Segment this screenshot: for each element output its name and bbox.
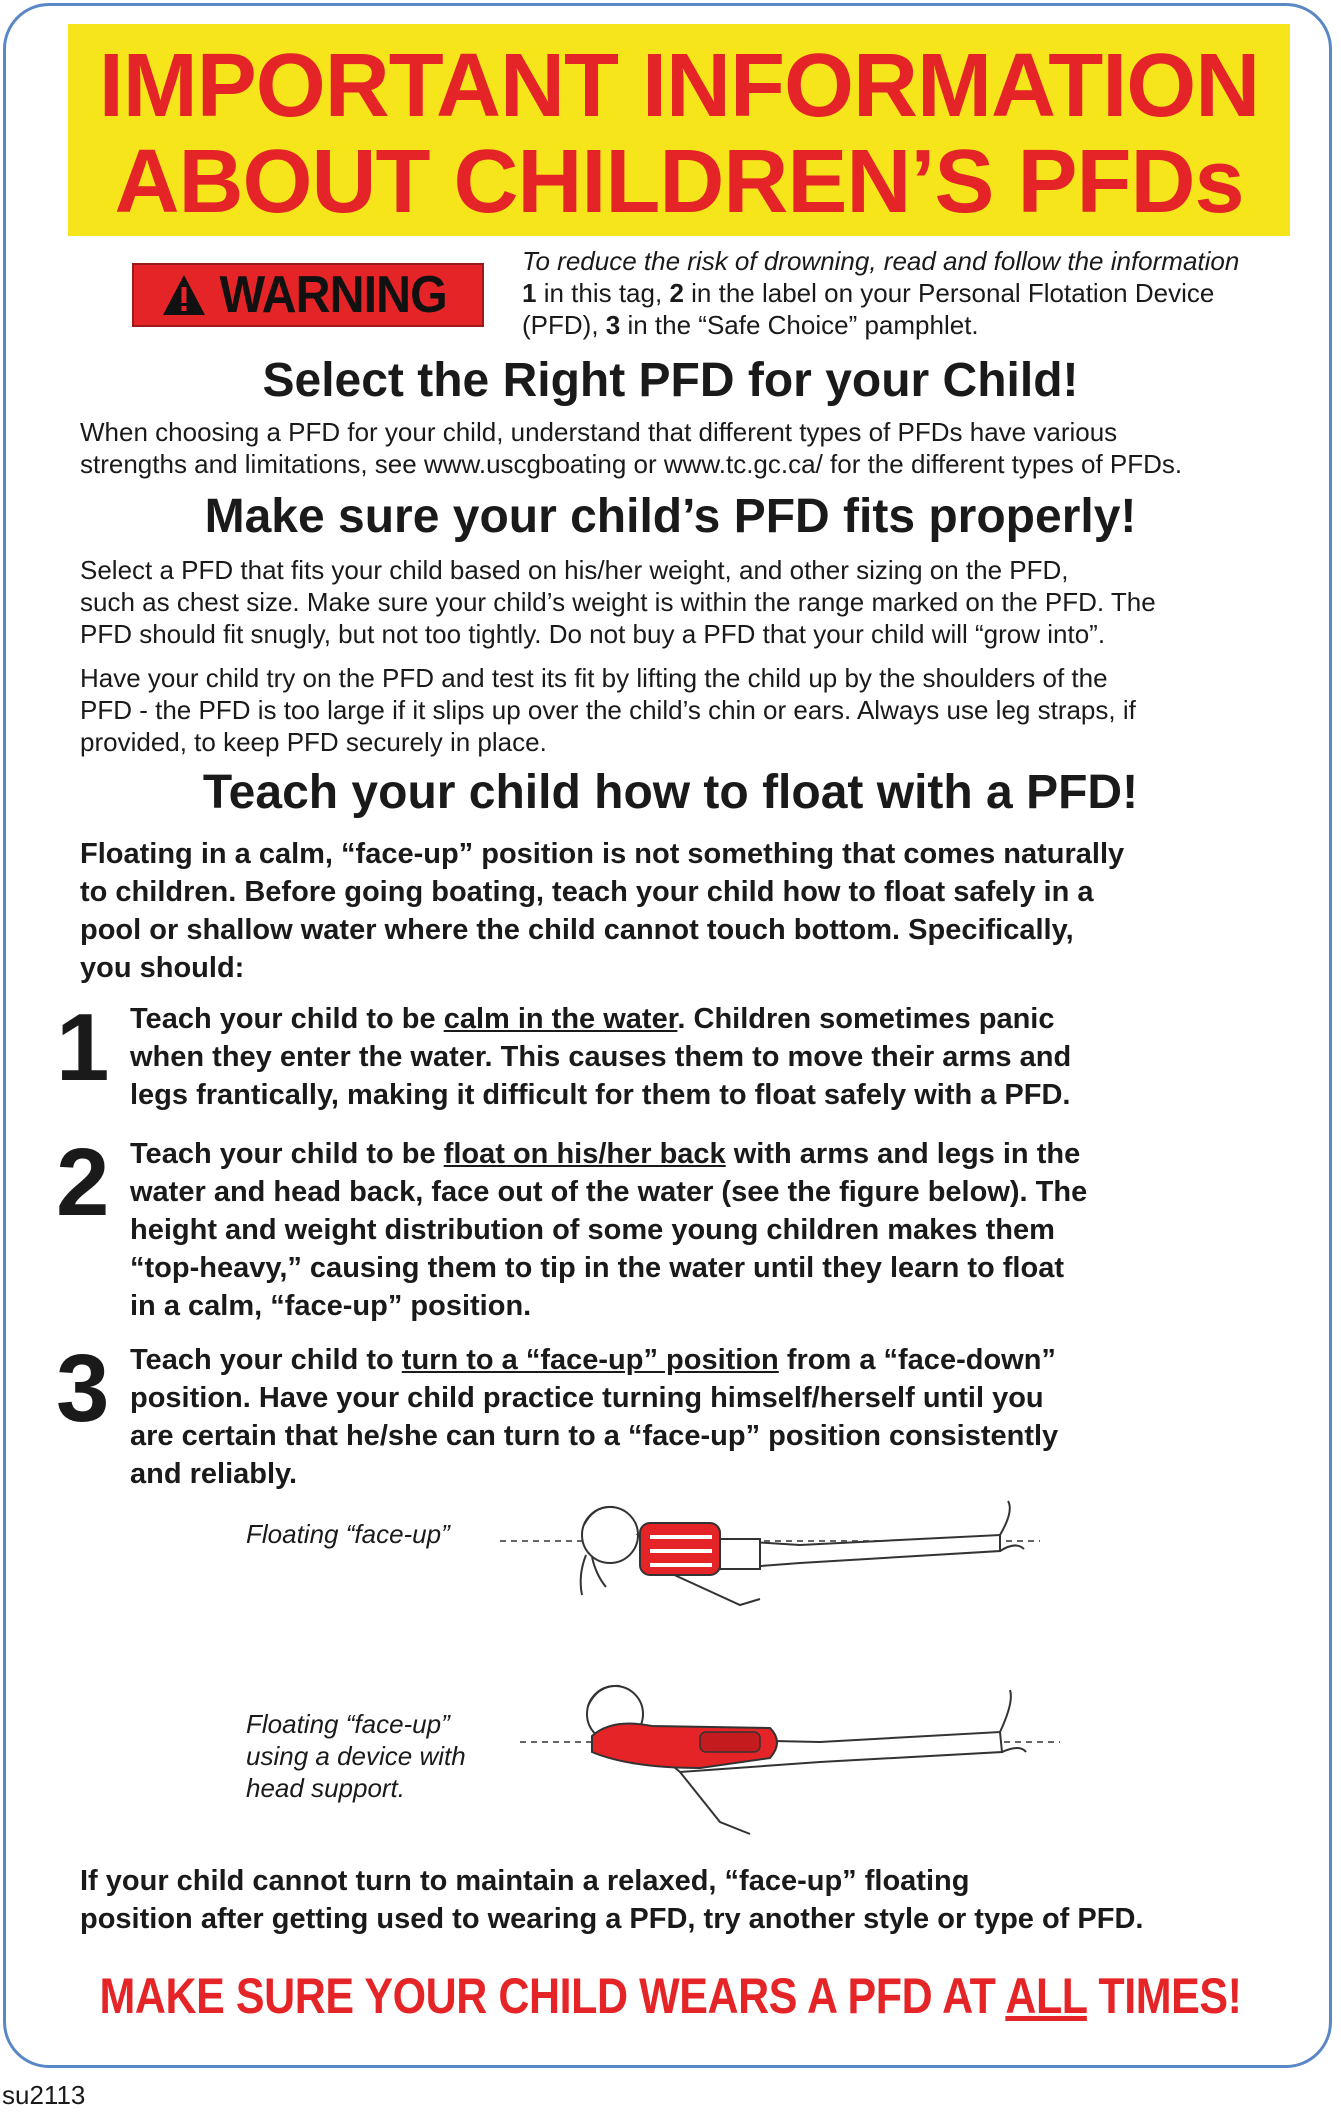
teach-line-1: Floating in a calm, “face-up” position is not something that comes naturally — [80, 838, 1125, 870]
warning-badge — [132, 263, 484, 327]
step-3-line-4: and reliably. — [130, 1458, 298, 1490]
select-line-2: strengths and limitations, see www.uscgboating or www.tc.gc.ca/ for the different types of PFDs. — [80, 449, 1183, 479]
warning-label: WARNING — [219, 266, 447, 324]
teach-paragraph — [80, 835, 1280, 987]
step-number-3: 3 — [56, 1335, 110, 1442]
fit-p1-line-2: such as chest size. Make sure your child’s weight is within the range marked on the PFD. The — [80, 587, 1156, 617]
intro-line-2 — [522, 277, 1292, 309]
product-code: su2113 — [2, 2080, 86, 2110]
fit-p1-line-3: PFD should fit snugly, but not too tightly. Do not buy a PFD that your child will “grow into”. — [80, 619, 1106, 649]
step-3-text — [130, 1341, 1260, 1493]
step-1-emphasis: calm in the water — [443, 1003, 678, 1035]
heading-select: Select the Right PFD for your Child! — [262, 354, 1079, 407]
teach-line-3: pool or shallow water where the child cannot touch bottom. Specifically, — [80, 914, 1074, 946]
step-1-line-1 — [130, 1000, 1260, 1038]
fit-p1-line-1: Select a PFD that fits your child based on his/her weight, and other sizing on the PFD, — [80, 555, 1069, 585]
intro-line-3b: in the “Safe Choice” pamphlet. — [620, 310, 979, 340]
step-number-1: 1 — [56, 994, 110, 1101]
step-3-line-2: position. Have your child practice turning himself/herself until you — [130, 1382, 1044, 1414]
intro-line-3a: (PFD), — [522, 310, 606, 340]
intro-line-3 — [522, 309, 1292, 341]
final-emphasis: ALL — [1005, 1968, 1087, 2024]
closing-line-1: If your child cannot turn to maintain a relaxed, “face-up” floating — [80, 1865, 970, 1897]
step-1-text — [130, 1000, 1260, 1114]
step-3-emphasis: turn to a “face-up” position — [401, 1344, 779, 1376]
fit-paragraph-1 — [80, 554, 1260, 650]
step-3-line-1 — [130, 1341, 1260, 1379]
figure-floating-head-support — [520, 1672, 1060, 1847]
closing-line-2: position after getting used to wearing a PFD, try another style or type of PFD. — [80, 1903, 1144, 1935]
step-3-line-3: are certain that he/she can turn to a “face-up” position consistently — [130, 1420, 1059, 1452]
ref-1: 1 — [522, 278, 537, 308]
final-post: TIMES! — [1086, 1968, 1242, 2024]
step-2-line-4: “top-heavy,” causing them to tip in the water until they learn to float — [130, 1252, 1064, 1284]
teach-line-2: to children. Before going boating, teach your child how to float safely in a — [80, 876, 1094, 908]
figure-2-caption — [246, 1708, 466, 1804]
step-1-line-2: when they enter the water. This causes them to move their arms and — [130, 1041, 1072, 1073]
step-2-line-5: in a calm, “face-up” position. — [130, 1290, 532, 1322]
step-2-pre: Teach your child to be — [130, 1138, 444, 1170]
step-2-post: with arms and legs in the — [725, 1138, 1081, 1170]
figure-2-caption-line-1: Floating “face-up” — [246, 1709, 450, 1739]
title-line-2: ABOUT CHILDREN’S PFDs — [114, 132, 1244, 232]
final-pre: MAKE SURE YOUR CHILD WEARS A PFD AT — [99, 1968, 1006, 2024]
intro-line-2b: in the label on your Personal Flotation Device — [683, 278, 1215, 308]
step-2-emphasis: float on his/her back — [443, 1138, 726, 1170]
step-3-pre: Teach your child to — [130, 1344, 402, 1376]
step-2-text — [130, 1135, 1260, 1325]
intro-line-2a: in this tag, — [536, 278, 670, 308]
fit-p2-line-1: Have your child try on the PFD and test its fit by lifting the child up by the shoulders of the — [80, 663, 1108, 693]
title-banner — [68, 24, 1290, 236]
title-line-1: IMPORTANT INFORMATION — [98, 36, 1260, 136]
fit-p2-line-3: provided, to keep PFD securely in place. — [80, 727, 547, 757]
figure-floating-face-up — [500, 1495, 1040, 1640]
final-warning — [94, 1968, 1247, 2024]
step-number-2: 2 — [56, 1129, 110, 1236]
select-paragraph — [80, 416, 1260, 480]
figure-1-caption: Floating “face-up” — [246, 1519, 450, 1549]
select-line-1: When choosing a PFD for your child, understand that different types of PFDs have various — [80, 417, 1118, 447]
step-1-post: . Children sometimes panic — [677, 1003, 1055, 1035]
warning-triangle-icon — [161, 273, 207, 317]
heading-fit: Make sure your child’s PFD fits properly! — [204, 490, 1137, 543]
figure-2-caption-line-3: head support. — [246, 1773, 406, 1803]
warning-intro — [522, 245, 1292, 341]
teach-line-4: you should: — [80, 952, 245, 984]
ref-3: 3 — [605, 310, 621, 340]
step-2-line-2: water and head back, face out of the water (see the figure below). The — [130, 1176, 1088, 1208]
step-1-line-3: legs frantically, making it difficult for them to float safely with a PFD. — [130, 1079, 1071, 1111]
fit-paragraph-2 — [80, 662, 1260, 758]
fit-p2-line-2: PFD - the PFD is too large if it slips up over the child’s chin or ears. Always use leg straps, if — [80, 695, 1136, 725]
ref-2: 2 — [669, 278, 684, 308]
intro-line-1: To reduce the risk of drowning, read and follow the information — [522, 246, 1240, 276]
heading-teach: Teach your child how to float with a PFD! — [202, 766, 1139, 819]
step-2-line-3: height and weight distribution of some young children makes them — [130, 1214, 1055, 1246]
closing-paragraph — [80, 1862, 1280, 1938]
figure-2-caption-line-2: using a device with — [246, 1741, 466, 1771]
step-3-post: from a “face-down” — [778, 1344, 1056, 1376]
step-1-pre: Teach your child to be — [130, 1003, 444, 1035]
step-2-line-1 — [130, 1135, 1260, 1173]
